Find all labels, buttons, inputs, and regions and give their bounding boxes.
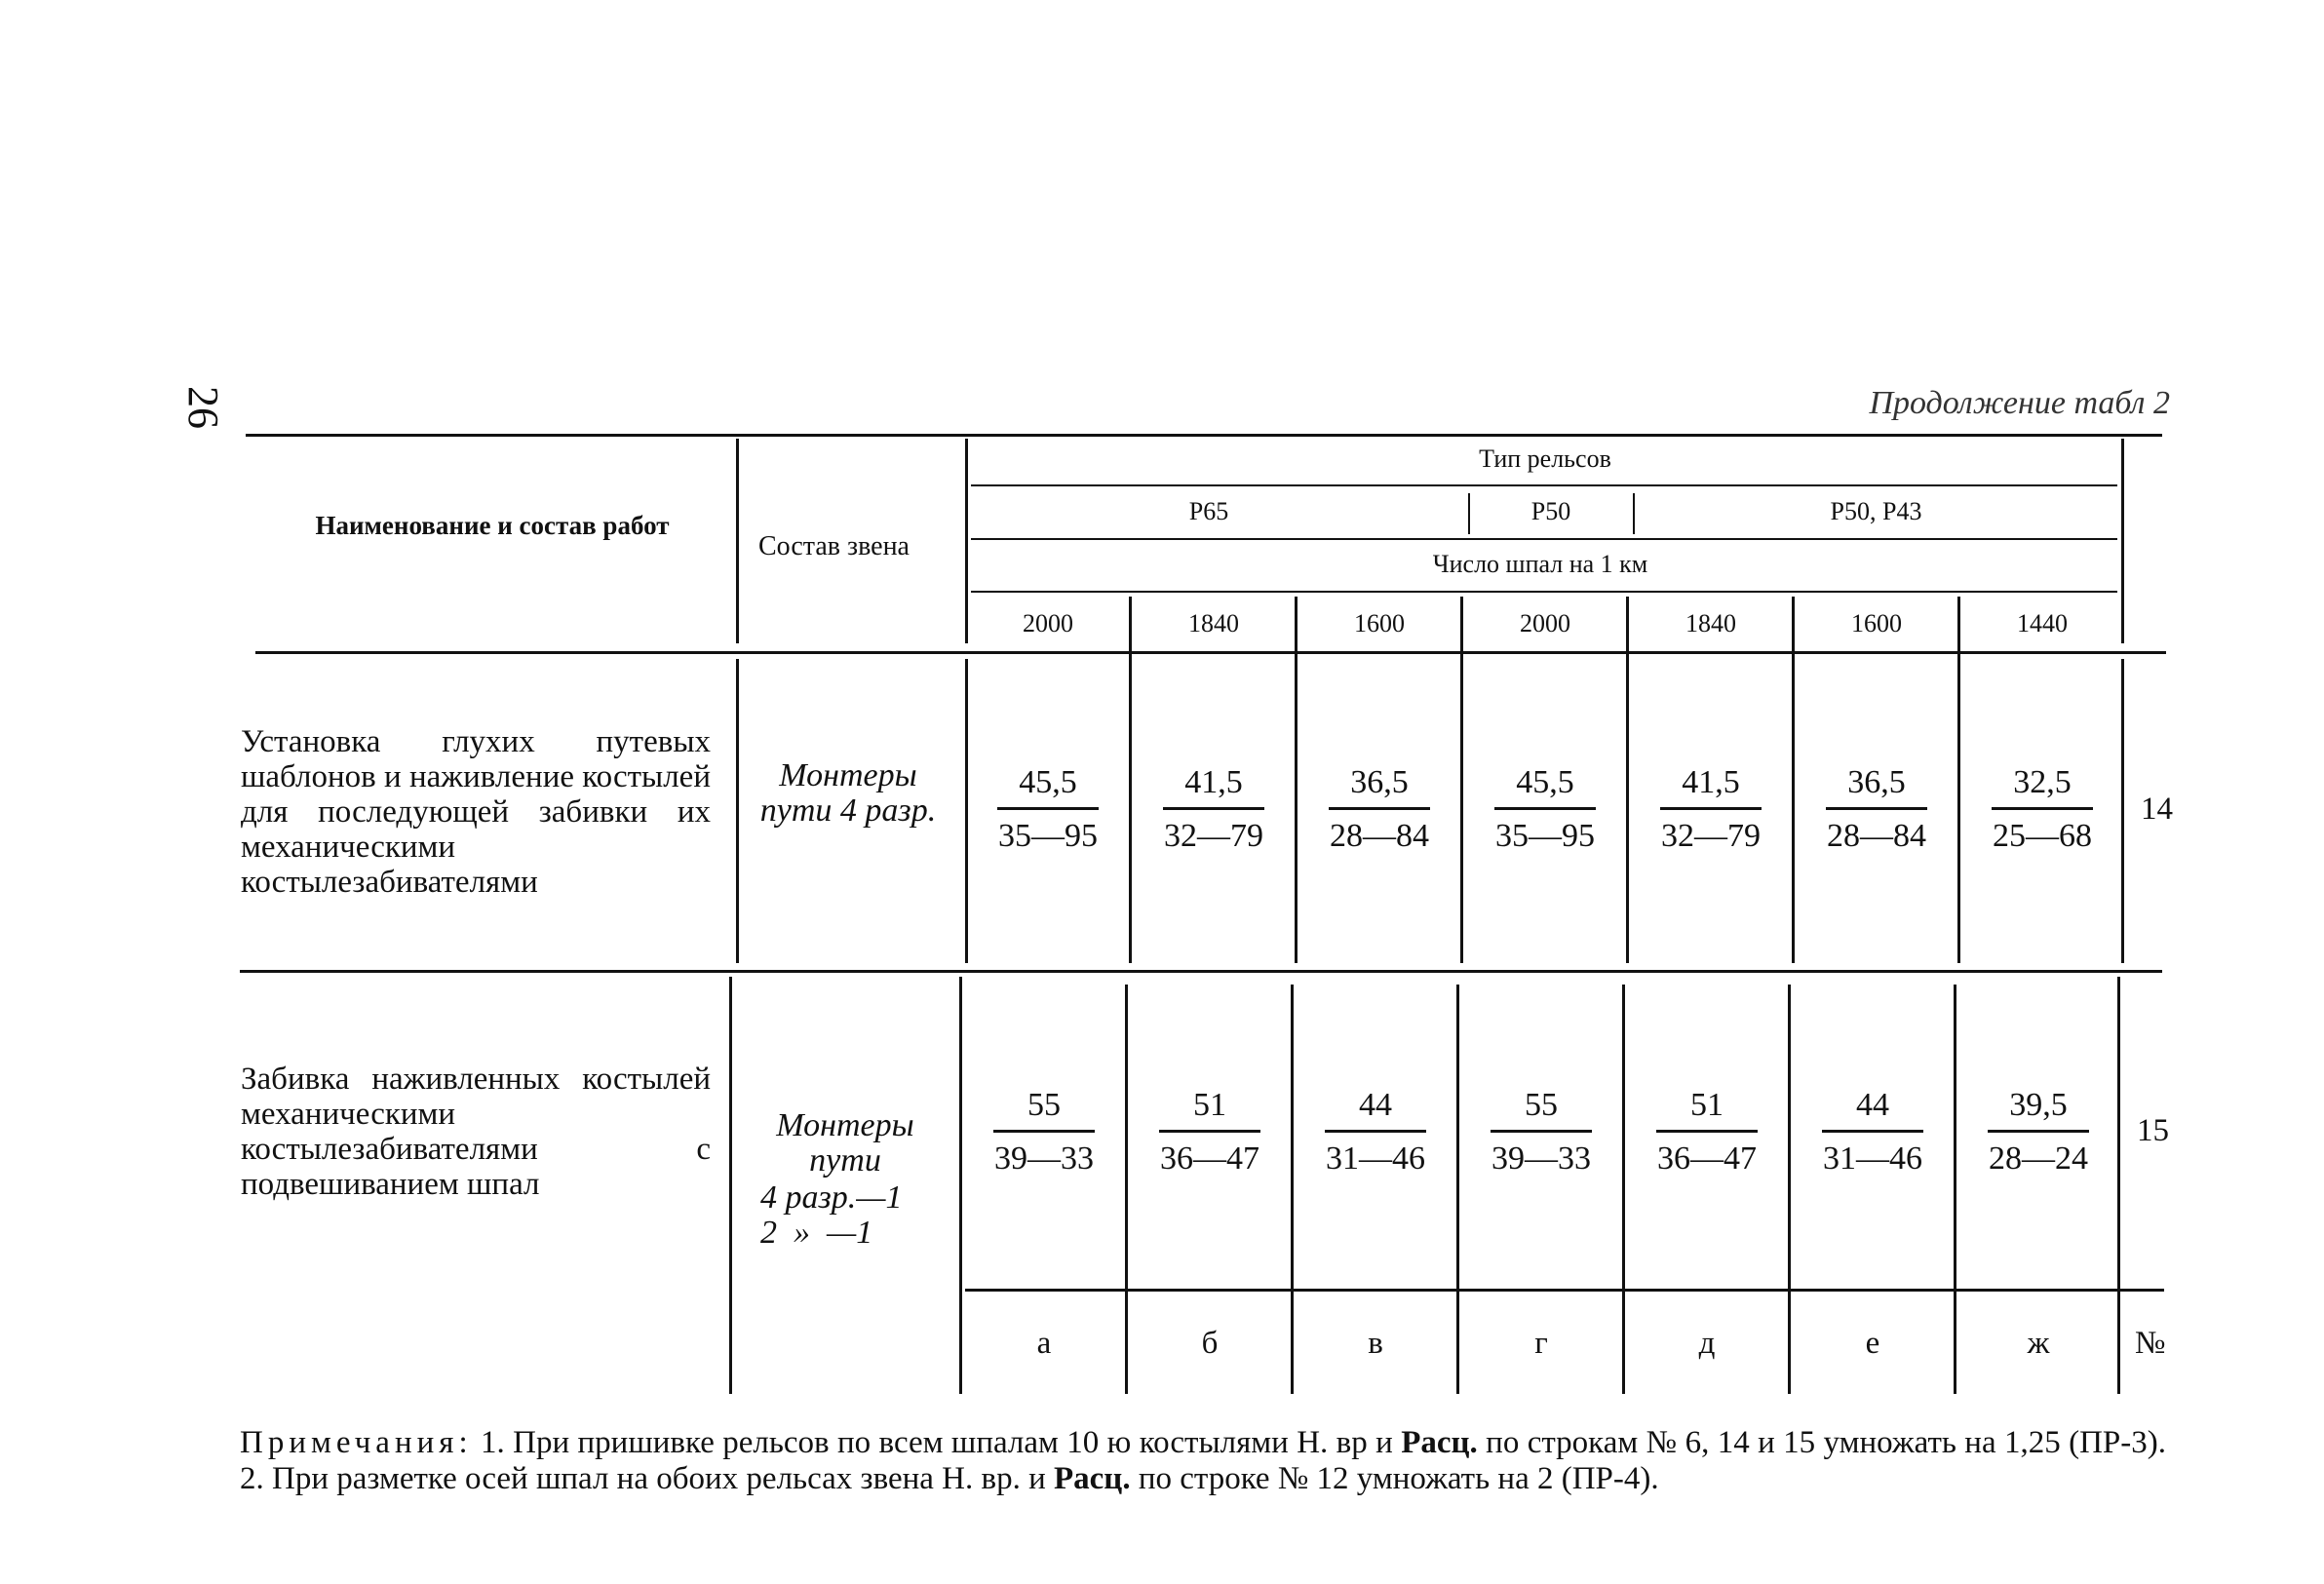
time-norm: 39,5	[1988, 1087, 2089, 1133]
price-rate: 39—33	[1491, 1140, 1591, 1177]
crew-grade-line: 2 » —1	[760, 1215, 873, 1251]
col-line	[1125, 985, 1128, 1394]
header-bottom-rule	[255, 651, 2166, 654]
price-rate: 28—84	[1827, 818, 1926, 854]
column-letter: в	[1368, 1326, 1383, 1361]
table-notes	[240, 1425, 2166, 1497]
col-line	[1129, 597, 1132, 963]
col-line	[1954, 985, 1956, 1394]
time-norm: 44	[1822, 1087, 1923, 1133]
col-line	[1792, 597, 1795, 963]
row-number: 14	[2141, 792, 2173, 827]
rail-group-p50: Р50	[1530, 497, 1571, 525]
time-norm: 36,5	[1329, 764, 1430, 810]
letters-row-rule	[965, 1289, 2164, 1292]
col-line-work	[729, 977, 732, 1394]
norm-cell	[975, 764, 1121, 855]
col-line-work	[736, 659, 739, 963]
table-top-rule	[246, 434, 2162, 437]
col-line	[1788, 985, 1791, 1394]
price-rate: 25—68	[1993, 818, 2092, 854]
sleeper-count: 1440	[2017, 609, 2068, 637]
header-rule-2	[971, 538, 2117, 540]
price-rate: 32—79	[1164, 818, 1263, 854]
norm-cell	[1634, 1087, 1780, 1178]
page-number: 26	[179, 386, 227, 429]
header-divider-right	[2121, 439, 2124, 643]
norm-cell	[1969, 764, 2115, 855]
notes-text: по строкам № 6, 14 и 15 умножать на 1,25 (ПР-3). 2. При разметке осей шпал на обоих рельсах звена Н. вр. и	[240, 1425, 2167, 1496]
price-rate: 36—47	[1160, 1140, 1259, 1177]
time-norm: 51	[1656, 1087, 1758, 1133]
crew-composition: Монтеры пути	[776, 1107, 914, 1178]
time-norm: 55	[993, 1087, 1095, 1133]
col-line-crew	[965, 659, 968, 963]
work-description: Забивка наживленных костылей механическими костылезабивателями с подвешиванием шпал	[241, 1062, 711, 1202]
col-line	[1622, 985, 1625, 1394]
rail-group-p50-p43: Р50, Р43	[1830, 497, 1922, 525]
notes-label: Примечания:	[240, 1425, 473, 1460]
notes-bold-term: Расц.	[1401, 1425, 1478, 1460]
time-norm: 44	[1325, 1087, 1426, 1133]
norm-cell	[971, 1087, 1117, 1178]
time-norm: 36,5	[1826, 764, 1927, 810]
column-letter: б	[1201, 1326, 1219, 1361]
sleepers-per-km-label: Число шпал на 1 км	[1432, 550, 1648, 578]
col-line	[1295, 597, 1298, 963]
price-rate: 31—46	[1326, 1140, 1425, 1177]
col-line	[1626, 597, 1629, 963]
header-rule-1	[971, 484, 2117, 486]
col-line-right	[2117, 977, 2120, 1394]
time-norm: 51	[1159, 1087, 1260, 1133]
column-letter: г	[1534, 1326, 1548, 1361]
time-norm: 41,5	[1660, 764, 1762, 810]
crew-grade-line: 4 разр.—1	[760, 1179, 903, 1216]
price-rate: 32—79	[1661, 818, 1761, 854]
col-line	[1460, 597, 1463, 963]
norm-cell	[1306, 764, 1452, 855]
price-rate: 31—46	[1823, 1140, 1922, 1177]
header-divider-crew	[965, 439, 968, 643]
norm-cell	[1800, 1087, 1946, 1178]
time-norm: 41,5	[1163, 764, 1264, 810]
notes-text: 1. При пришивке рельсов по всем шпалам 10 ю костылями Н. вр и	[481, 1425, 1393, 1460]
column-letter: ж	[2027, 1326, 2050, 1361]
price-rate: 28—84	[1330, 818, 1429, 854]
table-continuation-label: Продолжение табл 2	[1869, 385, 2170, 421]
number-column-label: №	[2135, 1326, 2166, 1361]
time-norm: 45,5	[997, 764, 1099, 810]
column-letter: а	[1036, 1326, 1052, 1361]
column-letter: д	[1698, 1326, 1716, 1361]
sleeper-count: 1600	[1354, 609, 1405, 637]
notes-text: по строке № 12 умножать на 2 (ПР-4).	[1138, 1461, 1659, 1496]
rail-group-p65: Р65	[1188, 497, 1229, 525]
price-rate: 28—24	[1989, 1140, 2088, 1177]
work-description: Установка глухих путевых шаблонов и наживление костылей для последующей забивки их механическими костылезабивателями	[241, 724, 711, 900]
crew-composition: Монтеры пути 4 разр.	[759, 757, 937, 829]
time-norm: 55	[1491, 1087, 1592, 1133]
row-number: 15	[2137, 1113, 2169, 1148]
time-norm: 32,5	[1992, 764, 2093, 810]
col-line-right	[2121, 659, 2124, 963]
price-rate: 35—95	[998, 818, 1098, 854]
norm-cell	[1468, 1087, 1614, 1178]
sleeper-count: 2000	[1520, 609, 1570, 637]
sleeper-count: 2000	[1023, 609, 1073, 637]
price-rate: 35—95	[1495, 818, 1595, 854]
header-divider-work	[736, 439, 739, 643]
column-letter: е	[1865, 1326, 1880, 1361]
col-line	[1456, 985, 1459, 1394]
header-rule-3	[971, 591, 2117, 593]
time-norm: 45,5	[1494, 764, 1596, 810]
price-rate: 36—47	[1657, 1140, 1757, 1177]
row-separator	[240, 970, 2162, 973]
header-work-column: Наименование и состав работ	[315, 511, 670, 540]
sleeper-count: 1600	[1851, 609, 1902, 637]
norm-cell	[1472, 764, 1618, 855]
norm-cell	[1638, 764, 1784, 855]
norm-cell	[1803, 764, 1950, 855]
header-crew-column: Состав звена	[758, 531, 910, 561]
norm-cell	[1965, 1087, 2111, 1178]
norm-cell	[1302, 1087, 1449, 1178]
col-line	[1291, 985, 1294, 1394]
col-line	[1957, 597, 1960, 963]
norm-cell	[1137, 1087, 1283, 1178]
header-rail-type: Тип рельсов	[1479, 444, 1611, 473]
notes-bold-term: Расц.	[1054, 1461, 1131, 1496]
norm-cell	[1141, 764, 1287, 855]
price-rate: 39—33	[994, 1140, 1094, 1177]
sleeper-count: 1840	[1685, 609, 1736, 637]
sleeper-count: 1840	[1188, 609, 1239, 637]
